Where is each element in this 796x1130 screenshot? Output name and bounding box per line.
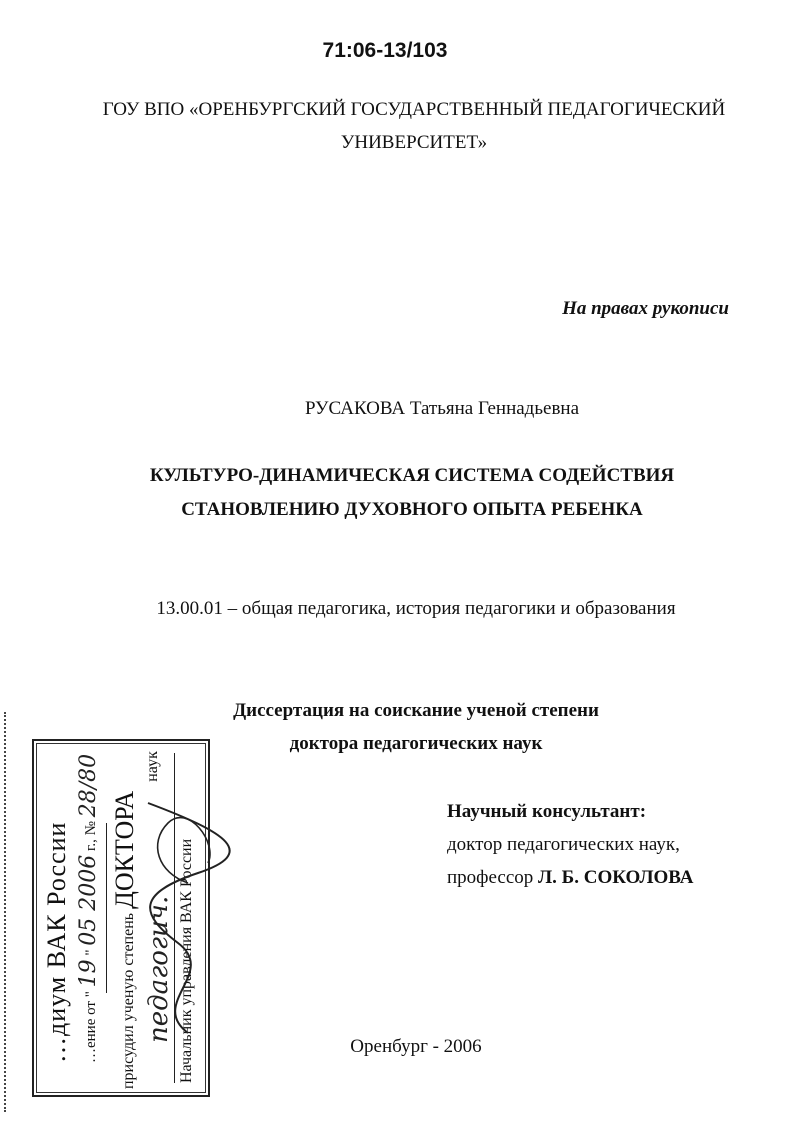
vak-stamp — [28, 735, 216, 1103]
signature-scribble — [128, 783, 238, 1043]
stamp-handwritten-day: 19 — [76, 959, 101, 988]
consultant-degree: доктор педагогических наук, — [447, 834, 680, 855]
stamp-handwritten-field: педагогич. — [144, 895, 174, 1043]
catalog-number: 71:06-13/103 — [322, 39, 448, 62]
stamp-text: г., № — [83, 821, 99, 852]
institution-line-1: ГОУ ВПО «ОРЕНБУРГСКИЙ ГОСУДАРСТВЕННЫЙ ПЕДАГОГИЧЕСКИЙ — [102, 99, 726, 120]
stamp-line-1: …диум ВАК России — [42, 821, 71, 1063]
title-line-1: КУЛЬТУРО-ДИНАМИЧЕСКАЯ СИСТЕМА СОДЕЙСТВИЯ — [149, 465, 675, 486]
author-name: РУСАКОВА Татьяна Геннадьевна — [304, 398, 580, 419]
degree-line-2: доктора педагогических наук — [289, 733, 543, 754]
stamp-text: присудил ученую степень — [120, 912, 137, 1089]
stamp-handwritten-date: 05 2006 — [76, 854, 101, 946]
stamp-line-2 — [76, 754, 101, 1063]
stamp-underline — [106, 823, 107, 993]
title-line-2: СТАНОВЛЕНИЮ ДУХОВНОГО ОПЫТА РЕБЕНКА — [181, 499, 643, 520]
scan-edge-artifact — [4, 712, 20, 1112]
consultant-name: Л. Б. СОКОЛОВА — [538, 867, 694, 888]
consultant-title: профессор — [447, 867, 534, 888]
stamp-line-5: Начальник управления ВАК России — [178, 838, 195, 1083]
stamp-text: …ение от " — [83, 991, 99, 1063]
stamp-text: " — [83, 949, 99, 956]
place-year: Оренбург - 2006 — [350, 1036, 482, 1057]
stamp-text: наук — [144, 751, 161, 782]
consultant-label: Научный консультант: — [447, 801, 647, 822]
stamp-handwritten-number: 28/80 — [76, 753, 101, 818]
manuscript-note: На правах рукописи — [562, 298, 729, 319]
degree-line-1: Диссертация на соискание ученой степени — [233, 700, 599, 721]
specialty: 13.00.01 – общая педагогика, история педагогики и образования — [156, 598, 676, 619]
stamp-degree: ДОКТОРА — [110, 790, 139, 909]
institution-line-2: УНИВЕРСИТЕТ» — [340, 132, 488, 153]
consultant-line — [447, 867, 694, 889]
